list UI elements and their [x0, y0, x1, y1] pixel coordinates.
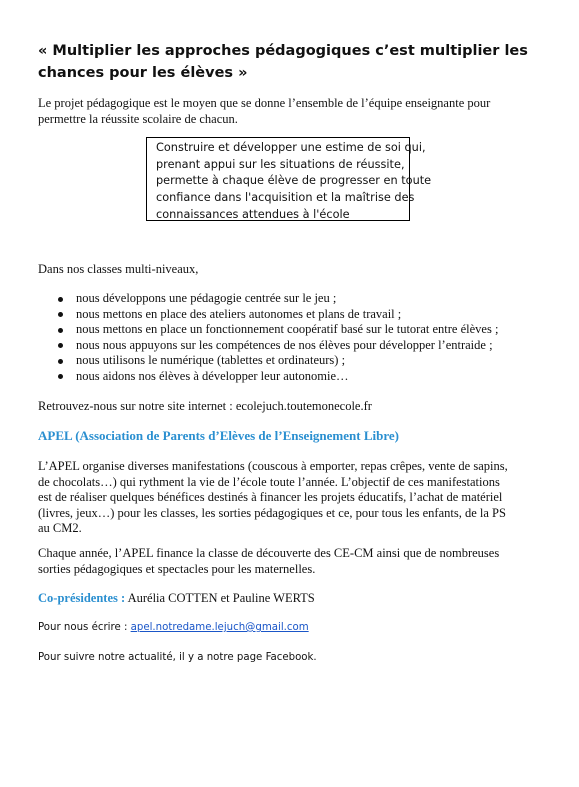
list-item-text: nous développons une pédagogie centrée sur le jeu ; [76, 291, 337, 305]
list-item [38, 369, 498, 385]
apel-line: de chocolats…) qui rythment la vie de l’école toute l’année. L’objectif de ces manifestations [38, 474, 500, 489]
list-item [38, 353, 498, 369]
list-item [38, 307, 498, 323]
list-item-text: nous mettons en place des ateliers autonomes et plans de travail ; [76, 306, 402, 321]
bullet-icon [58, 297, 63, 302]
apel-line: (livres, jeux…) pour les classes, les sorties pédagogiques et ce, pour tous les enfants, de la PS [38, 505, 506, 520]
title-line: « Multiplier les approches pédagogiques c’est multiplier les [38, 43, 528, 59]
quote-line: prenant appui sur les situations de réussite, [156, 157, 405, 171]
list-item-text: nous utilisons le numérique (tablettes et ordinateurs) ; [76, 353, 346, 367]
quote-line: connaissances attendues à l'école [156, 207, 350, 221]
intro-line: permettre la réussite scolaire de chacun. [38, 111, 238, 126]
contact-line [38, 621, 309, 635]
apel-line: L’APEL organise diverses manifestations (couscous à emporter, repas crêpes, vente de sapins, [38, 459, 508, 473]
bullet-list [38, 291, 498, 384]
apel-line: au CM2. [38, 521, 82, 535]
page-title [38, 40, 538, 84]
bullet-icon [58, 359, 63, 364]
facebook-line: Pour suivre notre actualité, il y a notre page Facebook. [38, 652, 317, 663]
list-item [38, 322, 498, 338]
quote-line: confiance dans l'acquisition et la maîtrise des [156, 191, 415, 205]
quote-line: Construire et développer une estime de soi qui, [156, 141, 426, 154]
intro-line: Le projet pédagogique est le moyen que se donne l’ensemble de l’équipe enseignante pour [38, 96, 491, 110]
list-item-text: nous nous appuyons sur les compétences de nos élèves pour développer l’entraide ; [76, 337, 493, 352]
apel-paragraph [38, 546, 524, 577]
apel-heading: APEL (Association de Parents d’Elèves de l’Enseignement Libre) [38, 428, 399, 443]
list-item-text: nous aidons nos élèves à développer leur autonomie… [76, 368, 349, 383]
copresidents-names: Aurélia COTTEN et Pauline WERTS [125, 591, 315, 605]
contact-label: Pour nous écrire : [38, 622, 131, 633]
quote-line: permette à chaque élève de progresser en toute [156, 174, 432, 188]
title-line: chances pour les élèves » [38, 65, 248, 81]
apel-line: Chaque année, l’APEL finance la classe de découverte des CE-CM ainsi que de nombreuses [38, 546, 500, 560]
bullet-icon [58, 328, 63, 333]
bullet-icon [58, 374, 63, 379]
list-item [38, 291, 498, 307]
list-item-text: nous mettons en place un fonctionnement coopératif basé sur le tutorat entre élèves ; [76, 322, 499, 336]
quote-box [146, 137, 432, 221]
apel-line: sorties pédagogiques et spectacles pour les maternelles. [38, 561, 316, 576]
intro-paragraph [38, 96, 524, 127]
website-line: Retrouvez-nous sur notre site internet : ecolejuch.toutemonecole.fr [38, 399, 372, 413]
list-item [38, 338, 498, 354]
copresidents-label: Co-présidentes : [38, 591, 126, 605]
bullet-icon [58, 312, 63, 317]
bullet-icon [58, 343, 63, 348]
copresidents-line [38, 591, 315, 607]
apel-line: est de réaliser quelques bénéfices destinés à financer les projets éducatifs, l’achat de matériel [38, 490, 503, 504]
apel-paragraph [38, 459, 524, 537]
email-link[interactable]: apel.notredame.lejuch@gmail.com [130, 622, 309, 633]
classes-intro: Dans nos classes multi-niveaux, [38, 262, 199, 276]
